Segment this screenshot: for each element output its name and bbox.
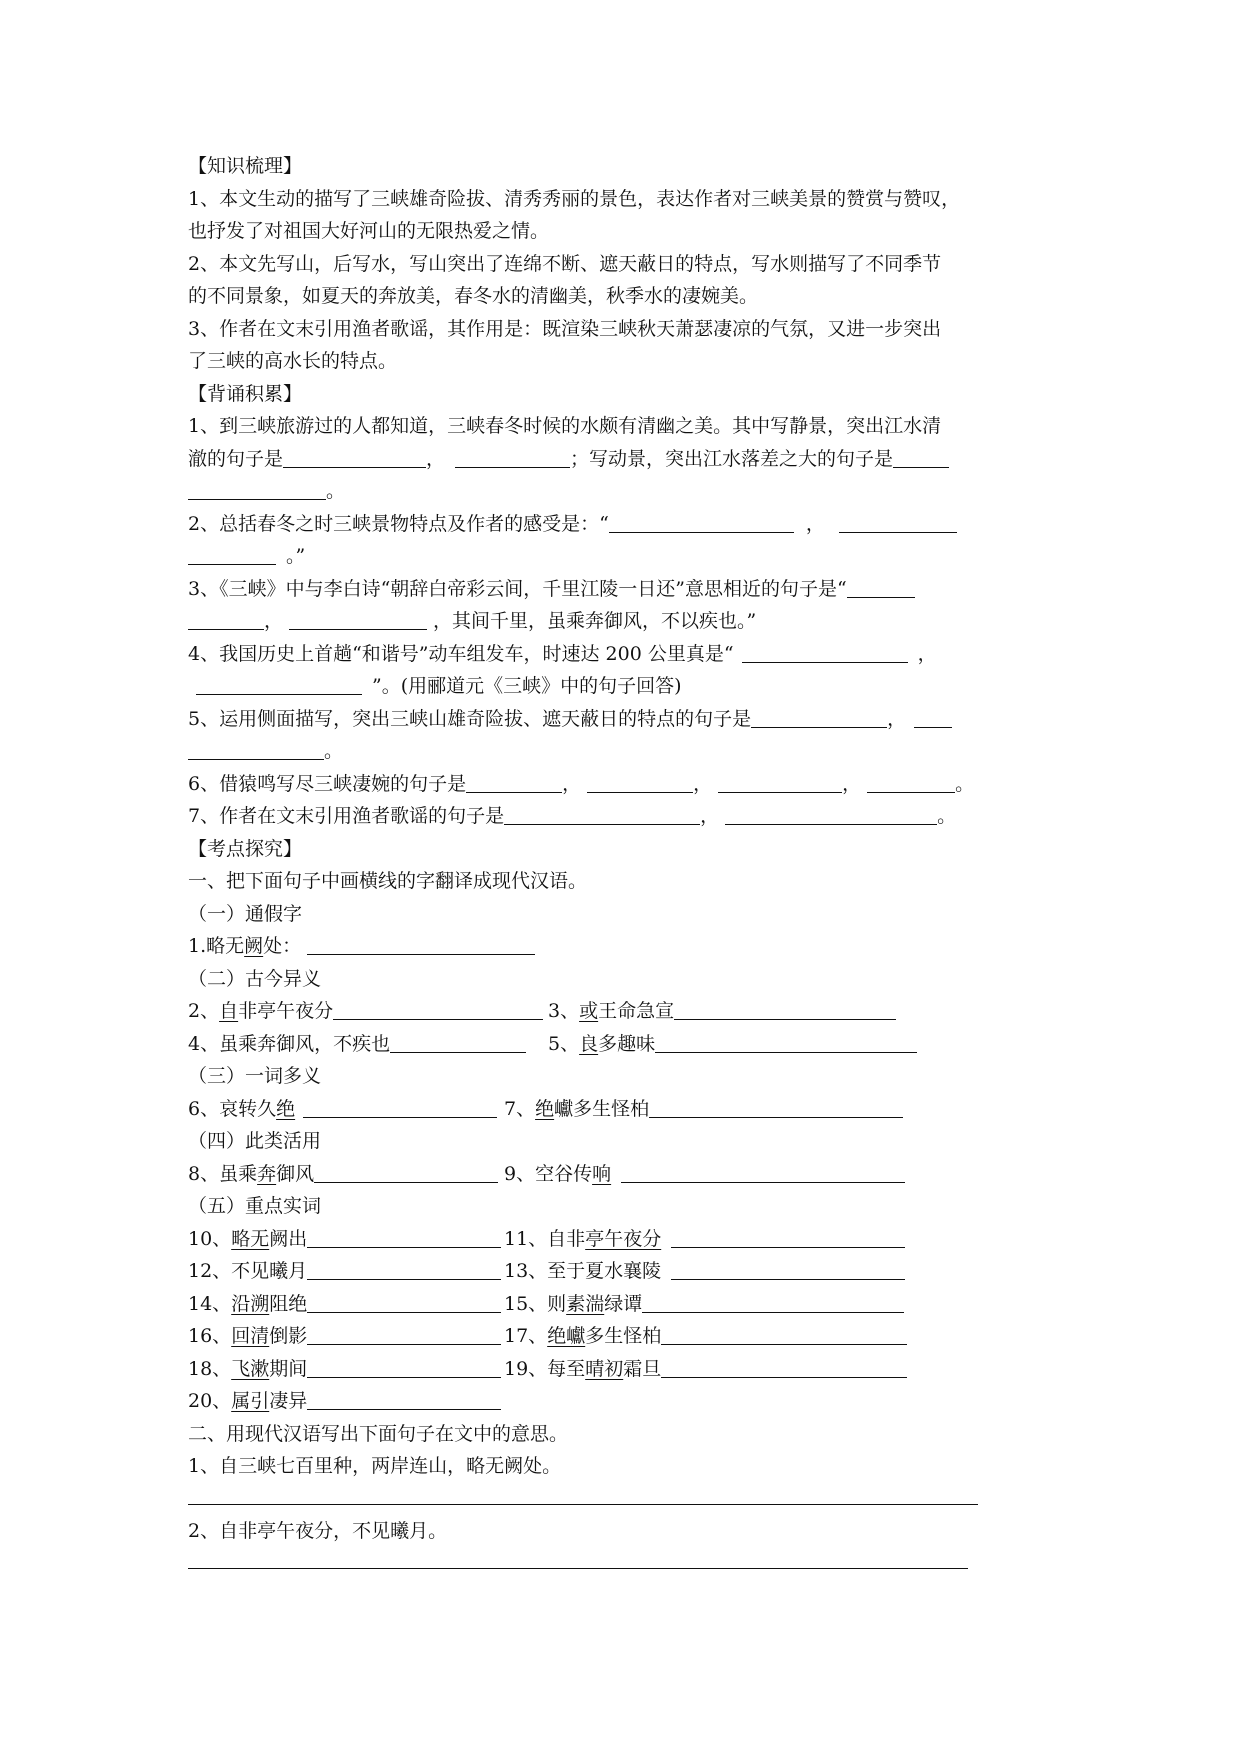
- items-18-19: 18、飞漱期间 19、每至晴初霜旦: [188, 1353, 1058, 1386]
- fill-blank[interactable]: [390, 1030, 526, 1053]
- fill-blank[interactable]: [742, 640, 908, 663]
- fill-blank[interactable]: [671, 1257, 905, 1280]
- items-2-3: 2、自非亭午夜分 3、或王命急宣: [188, 995, 1058, 1028]
- fill-blank[interactable]: [333, 997, 543, 1020]
- beisong-q4-line1: 4、我国历史上首趟“和谐号”动车组发车，时速达 200 公里真是“ ，: [188, 638, 1058, 671]
- fill-blank[interactable]: [893, 445, 949, 468]
- items-6-7: 6、哀转久绝 7、绝巘多生怪柏: [188, 1093, 1058, 1126]
- zhishi-p1-line2: 也抒发了对祖国大好河山的无限热爱之情。: [188, 220, 550, 242]
- fill-blank[interactable]: [283, 445, 426, 468]
- translate-2: 2、自非亭午夜分，不见曦月。: [188, 1519, 448, 1542]
- section-header-kaodian: 【考点探究】: [188, 837, 303, 860]
- fill-blank[interactable]: [307, 1387, 501, 1410]
- fill-blank[interactable]: [504, 802, 700, 825]
- fill-blank[interactable]: [718, 770, 842, 793]
- fill-blank[interactable]: [466, 770, 562, 793]
- zhishi-p3-line1: 3、作者在文末引用渔者歌谣，其作用是：既渲染三峡秋天萧瑟凄凉的气氛，又进一步突出: [188, 317, 942, 340]
- fill-blank[interactable]: [649, 1095, 903, 1118]
- zhishi-p2-line1: 2、本文先写山，后写水，写山突出了连绵不断、遮天蔽日的特点，写水则描写了不同季节: [188, 252, 942, 275]
- answer-line[interactable]: [188, 1503, 978, 1505]
- items-4-5: 4、虽乘奔御风，不疾也 5、良多趣味: [188, 1028, 1058, 1061]
- translate-1: 1、自三峡七百里种，两岸连山，略无阙处。: [188, 1455, 562, 1477]
- beisong-q4-line2: ”。(用郦道元《三峡》中的句子回答): [188, 670, 1058, 703]
- fill-blank[interactable]: [621, 1160, 905, 1183]
- fill-blank[interactable]: [289, 607, 427, 630]
- kaodian-part2-title: 二、用现代汉语写出下面句子在文中的意思。: [188, 1422, 569, 1445]
- fill-blank[interactable]: [847, 575, 915, 598]
- fill-blank[interactable]: [188, 737, 324, 760]
- items-14-15: 14、沿溯阻绝 15、则素湍绿谭: [188, 1288, 1058, 1321]
- subsection-huoyong: （四）此类活用: [188, 1130, 322, 1152]
- beisong-q1-line2: 澈的句子是 ， ；写动景，突出江水落差之大的句子是: [188, 443, 1058, 476]
- fill-blank[interactable]: [609, 510, 794, 533]
- fill-blank[interactable]: [661, 1322, 907, 1345]
- beisong-q2-line2: 。”: [188, 540, 1058, 573]
- items-16-17: 16、回清倒影 17、绝巘多生怪柏: [188, 1320, 1058, 1353]
- section-header-zhishi: 【知识梳理】: [188, 155, 303, 177]
- subsection-tongjiazi: （一）通假字: [188, 902, 303, 925]
- fill-blank[interactable]: [188, 477, 326, 500]
- beisong-q6: 6、借猿鸣写尽三峡凄婉的句子是 ， ， ， 。: [188, 768, 1058, 801]
- fill-blank[interactable]: [196, 672, 362, 695]
- beisong-q5-line1: 5、运用侧面描写，突出三峡山雄奇险拔、遮天蔽日的特点的句子是 ，: [188, 703, 1058, 736]
- item-20: 20、属引凄异: [188, 1385, 1058, 1418]
- kaodian-part1-title: 一、把下面句子中画横线的字翻译成现代汉语。: [188, 870, 588, 892]
- fill-blank[interactable]: [307, 1257, 501, 1280]
- answer-line[interactable]: [188, 1567, 968, 1569]
- beisong-q5-line2: 。: [188, 735, 1058, 768]
- subsection-shici: （五）重点实词: [188, 1195, 322, 1217]
- fill-blank[interactable]: [303, 1095, 497, 1118]
- subsection-yiciduoyi: （三）一词多义: [188, 1065, 322, 1087]
- fill-blank[interactable]: [314, 1160, 498, 1183]
- worksheet: [188, 150, 1058, 1579]
- fill-blank[interactable]: [587, 770, 693, 793]
- fill-blank[interactable]: [188, 607, 264, 630]
- beisong-q7: 7、作者在文末引用渔者歌谣的句子是 ， 。: [188, 800, 1058, 833]
- fill-blank[interactable]: [725, 802, 937, 825]
- items-10-11: 10、略无阙出 11、自非亭午夜分: [188, 1223, 1058, 1256]
- items-8-9: 8、虽乘奔御风 9、空谷传响: [188, 1158, 1058, 1191]
- fill-blank[interactable]: [307, 1322, 501, 1345]
- fill-blank[interactable]: [307, 932, 535, 955]
- section-header-beisong: 【背诵积累】: [188, 382, 303, 405]
- fill-blank[interactable]: [661, 1355, 907, 1378]
- fill-blank[interactable]: [839, 510, 957, 533]
- beisong-q1-line1: 1、到三峡旅游过的人都知道，三峡春冬时候的水颇有清幽之美。其中写静景，突出江水清: [188, 415, 942, 437]
- zhishi-p1-line1: 1、本文生动的描写了三峡雄奇险拔、清秀秀丽的景色，表达作者对三峡美景的赞赏与赞叹，: [188, 187, 961, 210]
- fill-blank[interactable]: [642, 1290, 904, 1313]
- fill-blank[interactable]: [867, 770, 955, 793]
- fill-blank[interactable]: [455, 445, 570, 468]
- items-12-13: 12、不见曦月 13、至于夏水襄陵: [188, 1255, 1058, 1288]
- fill-blank[interactable]: [674, 997, 896, 1020]
- fill-blank[interactable]: [307, 1355, 501, 1378]
- fill-blank[interactable]: [307, 1225, 501, 1248]
- subsection-gujinyiyi: （二）古今异义: [188, 967, 322, 990]
- beisong-q3-line2: ， ，其间千里，虽乘奔御风，不以疾也。”: [188, 605, 1058, 638]
- fill-blank[interactable]: [188, 542, 276, 565]
- beisong-q2-line1: 2、总括春冬之时三峡景物特点及作者的感受是：“ ，: [188, 508, 1058, 541]
- item-1: 1.略无阙处：: [188, 930, 1058, 963]
- fill-blank[interactable]: [307, 1290, 501, 1313]
- fill-blank[interactable]: [914, 705, 952, 728]
- beisong-q1-line3: 。: [188, 475, 1058, 508]
- fill-blank[interactable]: [751, 705, 887, 728]
- fill-blank[interactable]: [655, 1030, 917, 1053]
- beisong-q3-line1: 3、《三峡》中与李白诗“朝辞白帝彩云间，千里江陵一日还”意思相近的句子是“: [188, 573, 1058, 606]
- fill-blank[interactable]: [671, 1225, 905, 1248]
- zhishi-p2-line2: 的不同景象，如夏天的奔放美，春冬水的清幽美，秋季水的凄婉美。: [188, 285, 759, 307]
- zhishi-p3-line2: 了三峡的高水长的特点。: [188, 350, 398, 372]
